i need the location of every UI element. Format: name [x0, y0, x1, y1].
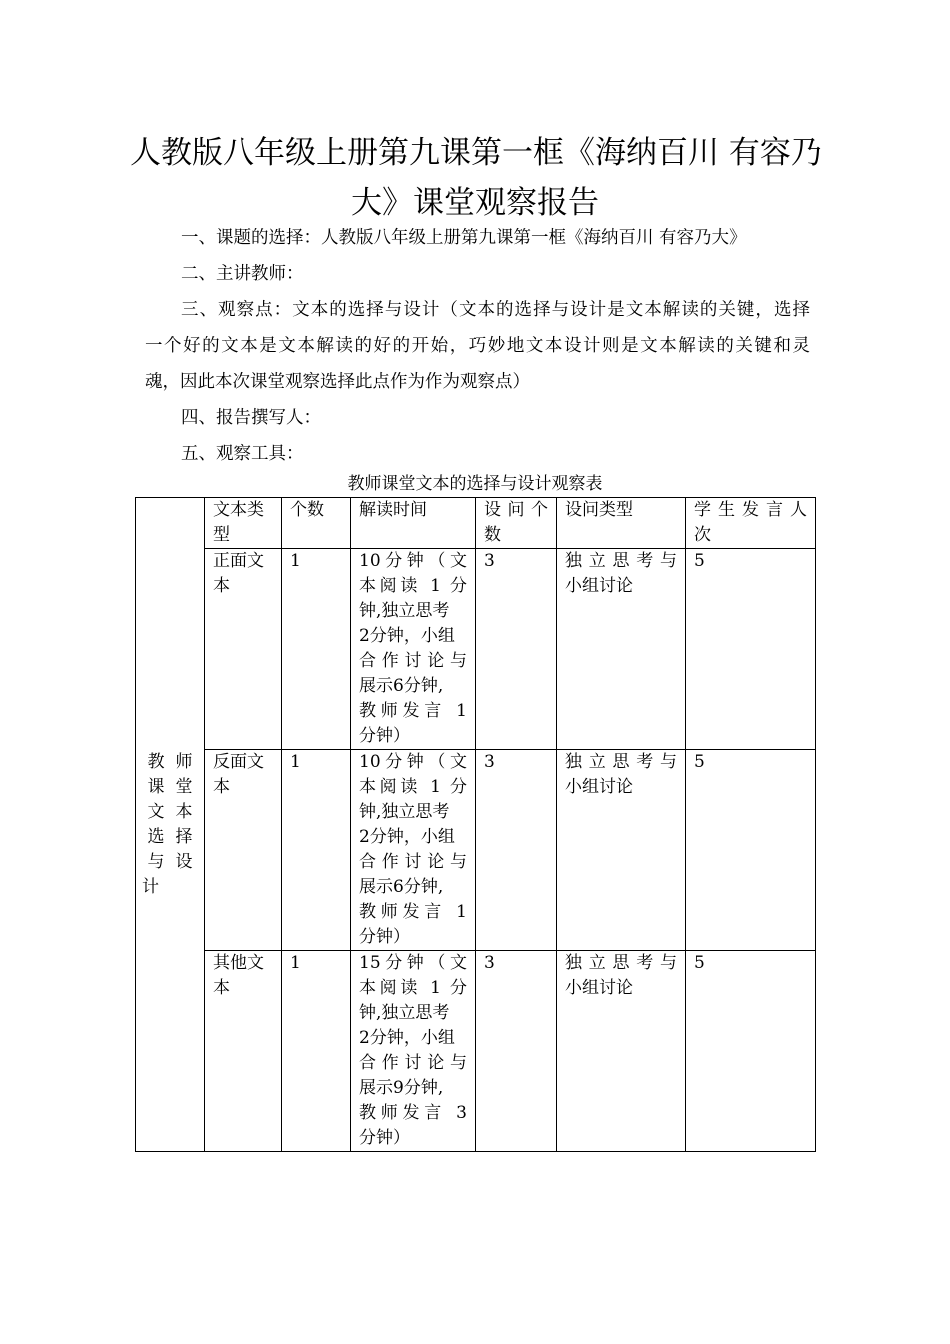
- observation-line-2: 一个好的文本是文本解读的好的开始，巧妙地文本设计则是文本解读的关键和灵: [145, 336, 810, 356]
- side-char: 堂: [175, 776, 193, 797]
- cell-text: 本: [213, 576, 230, 596]
- document-title: [130, 128, 820, 228]
- cell-text: 独立思考与: [565, 953, 677, 973]
- header-questions: [476, 498, 557, 549]
- side-char: 与: [147, 851, 165, 872]
- cell-text: 小组讨论: [565, 978, 633, 998]
- cell-text: 15分钟（文: [359, 953, 467, 973]
- cell-count: 1: [282, 750, 351, 951]
- cell-text: 教师发言 1: [359, 902, 467, 922]
- side-char: 教: [147, 751, 165, 772]
- side-char: 设: [175, 851, 193, 872]
- table-header-row: [136, 498, 816, 549]
- cell-text: 钟,独立思考: [359, 802, 450, 822]
- cell-time: [351, 750, 476, 951]
- side-char: 师: [175, 751, 193, 772]
- header-text: 型: [213, 525, 230, 545]
- cell-text: 反面文: [213, 752, 264, 772]
- side-char: 本: [175, 801, 193, 822]
- cell-text: 本阅读 1 分: [359, 777, 467, 797]
- side-char: 择: [175, 826, 193, 847]
- title-line-2: 大》课堂观察报告: [351, 185, 599, 221]
- topic-paragraph: 一、课题的选择：人教版八年级上册第九课第一框《海纳百川 有容乃大》: [181, 228, 747, 248]
- observation-line-1: 三、观察点：文本的选择与设计（文本的选择与设计是文本解读的关键，选择: [181, 300, 810, 320]
- cell-text: 分钟）: [359, 726, 410, 746]
- side-char: 文: [147, 801, 165, 822]
- cell-text: 正面文: [213, 551, 264, 571]
- cell-text: 分钟）: [359, 927, 410, 947]
- cell-question-type: [557, 951, 686, 1152]
- cell-text: 本: [213, 777, 230, 797]
- header-text: 设问类型: [565, 500, 633, 520]
- cell-text: 本: [213, 978, 230, 998]
- side-label: [142, 750, 198, 900]
- cell-text: 钟,独立思考: [359, 1003, 450, 1023]
- tools-paragraph: 五、观察工具：: [181, 444, 304, 464]
- table-row: [136, 549, 816, 750]
- header-text: 数: [484, 525, 501, 545]
- cell-text: 合作讨论与: [359, 852, 467, 872]
- cell-count: 1: [282, 951, 351, 1152]
- header-time: [351, 498, 476, 549]
- cell-question-type: [557, 549, 686, 750]
- observation-paragraph: [145, 292, 810, 400]
- header-text: 文本类: [213, 500, 264, 520]
- teacher-paragraph: 二、主讲教师：: [181, 264, 304, 284]
- cell-questions: 3: [476, 951, 557, 1152]
- header-text: 解读时间: [359, 500, 427, 520]
- cell-text: 2分钟，小组: [359, 626, 455, 646]
- header-text: 次: [694, 525, 711, 545]
- cell-text: 小组讨论: [565, 576, 633, 596]
- cell-text: 其他文: [213, 953, 264, 973]
- cell-text: 本阅读 1 分: [359, 978, 467, 998]
- cell-text: 教师发言 1: [359, 701, 467, 721]
- cell-question-type: [557, 750, 686, 951]
- header-count: [282, 498, 351, 549]
- cell-text: 教师发言 3: [359, 1103, 467, 1123]
- table-row: [136, 951, 816, 1152]
- cell-speakers: 5: [686, 951, 816, 1152]
- cell-text: 合作讨论与: [359, 1053, 467, 1073]
- cell-text: 2分钟，小组: [359, 1028, 455, 1048]
- cell-text: 分钟）: [359, 1128, 410, 1148]
- cell-questions: 3: [476, 549, 557, 750]
- cell-text: 钟,独立思考: [359, 601, 450, 621]
- cell-text: 展示6分钟,: [359, 877, 444, 897]
- observation-line-3: 魂，因此本次课堂观察选择此点作为作为观察点）: [145, 372, 530, 392]
- cell-time: [351, 549, 476, 750]
- cell-text: 本阅读 1 分: [359, 576, 467, 596]
- header-question-type: [557, 498, 686, 549]
- observation-table: [135, 497, 816, 1152]
- cell-text: 独立思考与: [565, 752, 677, 772]
- cell-text: 10分钟（文: [359, 551, 467, 571]
- cell-count: 1: [282, 549, 351, 750]
- cell-text: 合作讨论与: [359, 651, 467, 671]
- cell-text: 10分钟（文: [359, 752, 467, 772]
- cell-text: 2分钟，小组: [359, 827, 455, 847]
- side-char: 选: [147, 826, 165, 847]
- title-line-1: 人教版八年级上册第九课第一框《海纳百川 有容乃: [130, 135, 822, 171]
- header-text-type: [205, 498, 282, 549]
- cell-text-type: [205, 951, 282, 1152]
- side-char: 计: [142, 876, 159, 897]
- cell-text-type: [205, 750, 282, 951]
- cell-speakers: 5: [686, 549, 816, 750]
- header-speakers: [686, 498, 816, 549]
- header-text: 设问个: [484, 500, 548, 520]
- header-text: 学生发言人: [694, 500, 807, 520]
- side-char: 课: [147, 776, 165, 797]
- writer-paragraph: 四、报告撰写人：: [181, 408, 321, 428]
- table-caption: 教师课堂文本的选择与设计观察表: [347, 474, 603, 494]
- cell-text: 展示9分钟,: [359, 1078, 444, 1098]
- cell-text-type: [205, 549, 282, 750]
- cell-text: 展示6分钟,: [359, 676, 444, 696]
- cell-time: [351, 951, 476, 1152]
- header-text: 个数: [290, 500, 324, 520]
- table-row: [136, 750, 816, 951]
- cell-questions: 3: [476, 750, 557, 951]
- cell-text: 小组讨论: [565, 777, 633, 797]
- cell-text: 独立思考与: [565, 551, 677, 571]
- side-label-cell: [136, 498, 205, 1152]
- cell-speakers: 5: [686, 750, 816, 951]
